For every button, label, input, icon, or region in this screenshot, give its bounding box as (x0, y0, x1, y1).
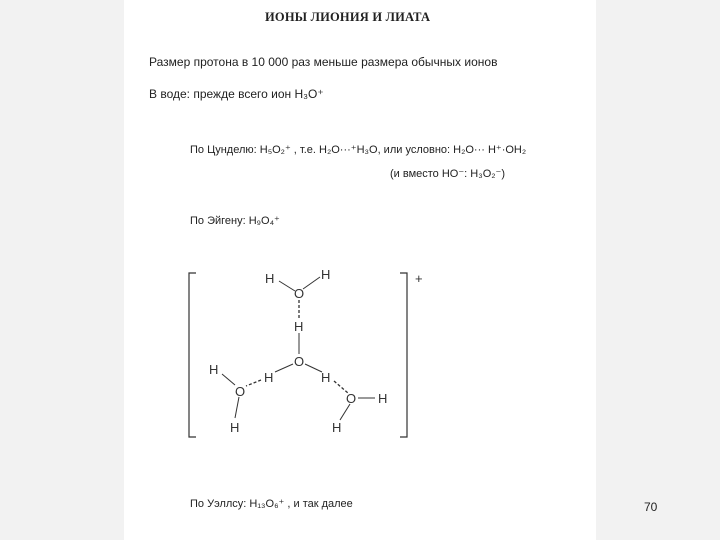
wells-text: По Уэллсу: H₁₃O₆⁺ , и так далее (190, 498, 353, 510)
bond (305, 364, 322, 372)
atom-oxygen: O (294, 286, 305, 301)
atom-hydrogen: H (378, 391, 388, 406)
bond (303, 277, 320, 289)
right-bracket (400, 273, 407, 437)
atom-oxygen: O (235, 384, 246, 399)
page-title: ИОНЫ ЛИОНИЯ И ЛИАТА (265, 10, 431, 24)
zundel-note: (и вместо HO⁻: H₃O₂⁻) (390, 168, 505, 180)
zundel-text: По Цунделю: H₅O₂⁺ , т.е. H₂O···⁺H₃O, или условно: H₂O··· H⁺·OH₂ (190, 144, 527, 156)
bond (279, 281, 295, 291)
charge-sign: + (415, 271, 423, 286)
atom-hydrogen: H (321, 370, 331, 385)
proton-size-text: Размер протона в 10 000 раз меньше размера обычных ионов (149, 55, 498, 69)
atom-hydrogen: H (321, 267, 331, 282)
atom-hydrogen: H (265, 271, 275, 286)
water-ion-text: В воде: прежде всего ион H₃O⁺ (149, 87, 324, 101)
atom-oxygen: O (346, 391, 357, 406)
hydrogen-bond (246, 380, 261, 386)
atom-hydrogen: H (209, 362, 219, 377)
left-bracket (189, 273, 196, 437)
atom-hydrogen: H (332, 420, 342, 435)
bond (235, 397, 239, 418)
atom-hydrogen: H (230, 420, 240, 435)
eigen-text: По Эйгену: H₉O₄⁺ (190, 215, 280, 227)
page-number: 70 (644, 500, 658, 514)
bond (222, 374, 235, 385)
bond (275, 364, 293, 372)
bond (340, 404, 350, 420)
atom-hydrogen: H (294, 319, 304, 334)
atom-hydrogen: H (264, 370, 274, 385)
atom-oxygen: O (294, 354, 305, 369)
